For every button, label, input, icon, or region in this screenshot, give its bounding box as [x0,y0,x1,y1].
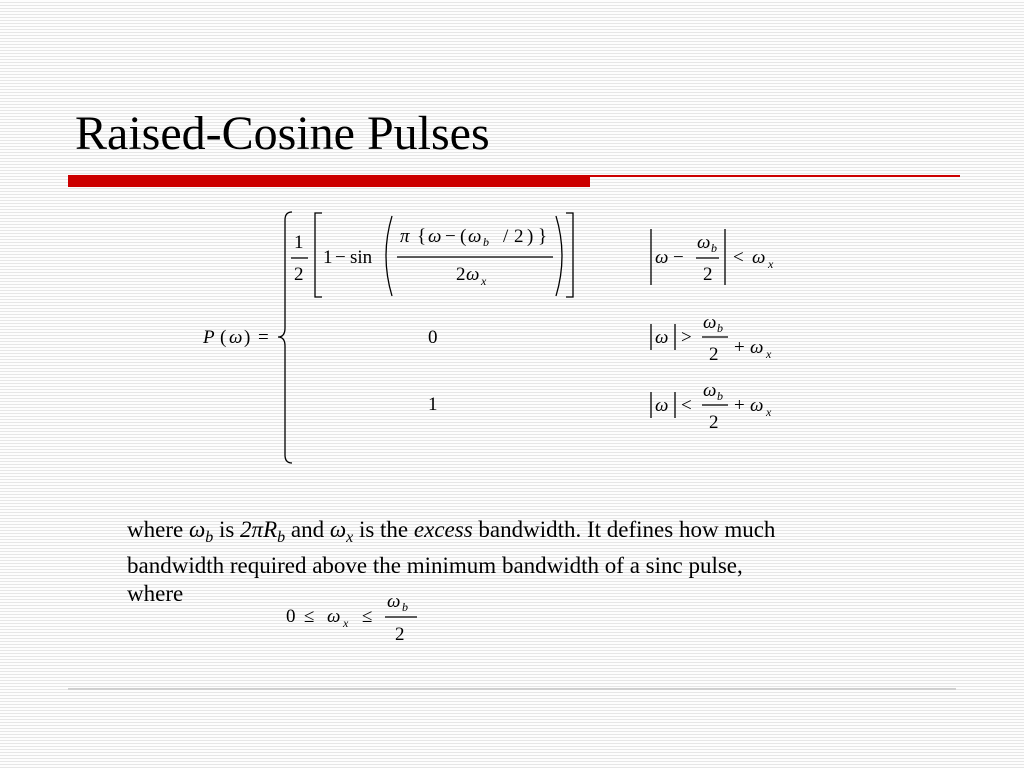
ineq-num-sub: b [402,600,408,614]
cond3-omega: ω [655,395,669,416]
minus: − [335,247,346,268]
case3-value: 1 [428,394,438,415]
cond2-num-omega: ω [703,312,717,333]
cond2-omega: ω [655,327,669,348]
num-pi: π [400,226,410,247]
omega-x-symbol: ω [329,517,347,542]
cond1-lt: < [733,247,744,268]
word-where: where [127,517,184,542]
num-lparen: ( [460,226,467,247]
cond3-lt: < [681,395,692,416]
right-paren [556,216,562,296]
cond3-rhs-omega: ω [750,395,764,416]
lhs-lparen: ( [220,327,227,348]
den-sub-x: x [481,274,487,288]
num-sub-b: b [483,235,489,249]
num-lbrace: { [417,226,427,247]
num-omega: ω [428,226,442,247]
cond3-num-omega: ω [703,380,717,401]
num-omega-b: ω [468,226,482,247]
two-pi: 2π [240,517,264,542]
word-is: is [218,517,235,542]
cond3-den: 2 [709,412,719,433]
cond1-minus: − [673,247,684,268]
cond2-den: 2 [709,344,719,365]
cases-brace [278,212,292,463]
explanation-paragraph [127,516,947,608]
word-excess: excess [413,517,473,542]
paragraph-line-3: where [127,581,184,606]
cond2-rhs-sub: x [766,347,772,361]
omega-x-subscript: x [346,529,354,546]
den-two: 2 [456,264,466,285]
cond2-gt: > [681,327,692,348]
left-bracket [315,213,322,297]
cond1-num-omega: ω [697,232,711,253]
line1-rest: bandwidth. It defines how much [478,517,776,542]
one: 1 [323,247,333,268]
ineq-le-1: ≤ [304,606,315,627]
cond1-num-sub: b [711,241,717,255]
cond1-den: 2 [703,264,713,285]
num-minus: − [445,226,456,247]
lhs-equals: = [258,327,269,348]
right-bracket [566,213,573,297]
ineq-num-omega: ω [387,591,401,612]
slide-title: Raised-Cosine Pulses [75,107,490,160]
bottom-rule [68,688,956,690]
ineq-zero: 0 [286,606,296,627]
num-rbrace: } [538,226,548,247]
sin: sin [350,247,373,268]
cond3-num-sub: b [717,389,723,403]
cond1-rhs-sub: x [768,257,774,271]
cond3-rhs-sub: x [766,405,772,419]
omega-b-symbol: ω [188,517,206,542]
half-numerator: 1 [294,232,304,253]
cond1-omega: ω [655,247,669,268]
ineq-den: 2 [395,624,405,645]
lhs-omega: ω [229,327,243,348]
word-and: and [290,517,325,542]
r-subscript: b [277,529,286,546]
ineq-sub-x: x [343,616,349,630]
cond2-rhs-omega: ω [750,337,764,358]
lhs-rparen: ) [244,327,251,348]
lhs-p: P [203,327,215,348]
case2-value: 0 [428,327,438,348]
paragraph-line-1 [127,516,947,552]
den-omega: ω [466,264,480,285]
paragraph-line-2: bandwidth required above the minimum bandwidth of a sinc pulse, [127,553,743,578]
cond2-num-sub: b [717,321,723,335]
omega-b-subscript: b [205,529,214,546]
r-symbol: R [263,517,278,542]
num-two: 2 [514,226,524,247]
num-slash: / [503,226,509,247]
half-denominator: 2 [294,264,304,285]
cond1-rhs-omega: ω [752,247,766,268]
cond3-plus: + [734,395,745,416]
num-rparen: ) [527,226,534,247]
words-is-the: is the [358,517,409,542]
left-paren [386,216,392,296]
cond2-plus: + [734,337,745,358]
ineq-omega-x: ω [327,606,341,627]
ineq-le-2: ≤ [362,606,373,627]
